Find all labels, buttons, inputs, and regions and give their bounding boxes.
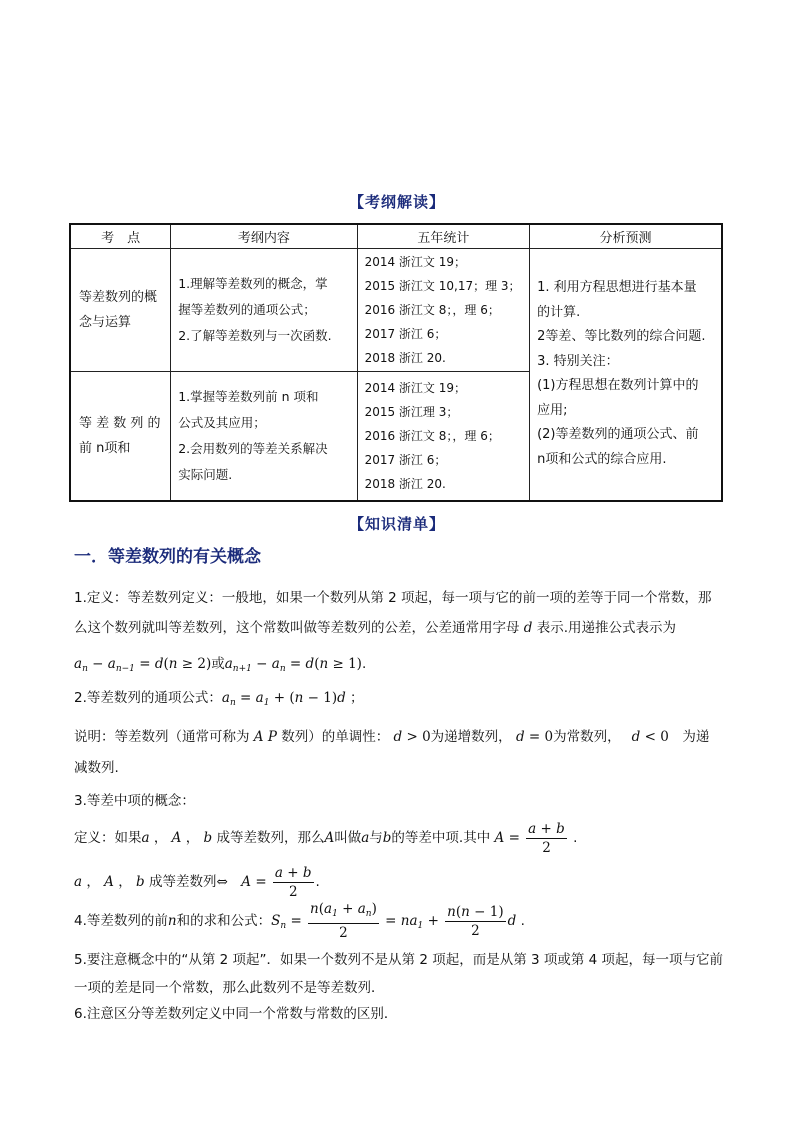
- monotonicity-text-2: 数列）的单调性：: [281, 729, 390, 745]
- stat-line: 2018 浙江 20.: [364, 351, 446, 365]
- monotonicity-line-1: 说明：等差数列（通常可称为 A P 数列）的单调性： d > 0为递增数列， d = 0为常数列， d < 0 为递: [74, 729, 710, 745]
- stat-line: 2014 浙江文 19；: [364, 380, 467, 395]
- mean-def-text-2: 成等差数列，那么: [216, 830, 325, 846]
- general-term-formula: 2.等差数列的通项公式：$a_n = a_1 + (n - 1)d$ ；: [74, 690, 364, 708]
- header-prediction: 分析预测: [530, 224, 722, 249]
- stat-line: 2017 浙江 6；: [364, 327, 447, 341]
- note-line-1: 5.要注意概念中的“从第 2 项起”．如果一个数列不是从第 2 项起，而是从第 3 项或第 4 项起，每一项与它前: [74, 952, 724, 968]
- note-line-2: 一项的差是同一个常数，那么此数列不是等差数列．: [74, 980, 385, 996]
- content-line: 握等差数列的通项公式；: [178, 302, 316, 317]
- topic-cell: 等差数列的概念与运算: [70, 249, 171, 372]
- content-line: 1.掌握等差数列前 n 项和: [178, 388, 319, 404]
- stat-line: 2015 浙江理 3；: [364, 404, 459, 419]
- mean-def-text-3: 叫做: [334, 830, 362, 846]
- knowledge-title: 【知识清单】: [348, 515, 445, 533]
- prediction-line: (1)方程思想在数列计算中的: [537, 378, 699, 394]
- content-line: 1.理解等差数列的概念，掌: [178, 276, 328, 291]
- stat-line: 2016 浙江文 8；，理 6；: [364, 303, 500, 317]
- sum-fraction-2: $\frac{n(n - 1)}{2}$: [447, 903, 504, 939]
- content-cell: [171, 372, 357, 501]
- equivalence-text: 成等差数列: [148, 874, 217, 890]
- header-content: 考纲内容: [171, 224, 357, 249]
- increasing-text: 为递增数列，: [430, 729, 512, 745]
- content-line: 实际问题.: [178, 466, 233, 482]
- prediction-line: 3. 特别关注：: [537, 353, 619, 369]
- content-line: 公式及其应用；: [178, 414, 266, 430]
- sum-formula: 4.等差数列的前n和的求和公式：$S_n$ = $\frac{n(a_1 + a_n)}{2}$ = $na_1$ + $\frac{n(n - 1)}{2}$ d .: [74, 901, 525, 941]
- topic-cell: 等 差 数 列 的前 n项和: [70, 372, 171, 501]
- monotonicity-line-2: 减数列.: [74, 760, 119, 776]
- prediction-cell: [530, 249, 722, 501]
- mean-def-text: 定义：如果: [74, 830, 142, 846]
- equivalence-fraction: $\frac{a + b}{2}$: [274, 864, 312, 900]
- mean-fraction: $\frac{a + b}{2}$: [528, 820, 565, 856]
- prediction-line: n项和公式的综合应用.: [537, 451, 667, 467]
- table-row: [70, 249, 722, 372]
- decreasing-text: 为递: [682, 729, 710, 745]
- recurrence-formula: $a_n - a_{n-1} = d(n \ge 2)$或$a_{n+1} - a_n = d(n \ge 1)$.: [74, 656, 367, 674]
- arithmetic-mean-equivalence: a ， A ， b 成等差数列⇔ A = $\frac{a + b}{2}$ .: [74, 864, 320, 900]
- arithmetic-mean-definition: 定义：如果a ， A ， b 成等差数列，那么A叫做a与b的等差中项.其中 A = $\frac{a + b}{2}$ .: [74, 820, 578, 856]
- content-line: 2.了解等差数列与一次函数.: [178, 328, 332, 343]
- constant-text: 为常数列，: [553, 729, 614, 745]
- content-cell: [171, 249, 357, 372]
- prediction-line: 的计算.: [537, 304, 581, 320]
- stat-line: 2014 浙江文 19；: [364, 255, 467, 269]
- or-word: 或: [211, 656, 225, 672]
- sum-fraction-1: $\frac{n(a_1 + a_n)}{2}$: [310, 901, 377, 941]
- mean-def-text-4: 与: [369, 830, 383, 846]
- sum-text: 4.等差数列的前: [74, 913, 168, 929]
- syllabus-table: [69, 223, 723, 502]
- prediction-line: 1. 利用方程思想进行基本量: [537, 280, 697, 296]
- prediction-line: 应用;: [537, 402, 568, 418]
- content-line: 2.会用数列的等差关系解决: [178, 440, 328, 456]
- general-term-label: 2.等差数列的通项公式：: [74, 690, 222, 706]
- stat-line: 2017 浙江 6；: [364, 452, 447, 467]
- stat-line: 2016 浙江文 8；，理 6；: [364, 428, 500, 443]
- stats-cell: [357, 372, 530, 501]
- stats-cell: [357, 249, 530, 372]
- syllabus-title: 【考纲解读】: [348, 193, 445, 211]
- note-line-3: 6.注意区分等差数列定义中同一个常数与常数的区别．: [74, 1006, 398, 1022]
- stat-line: 2018 浙江 20.: [364, 476, 446, 491]
- table-header-row: [70, 224, 722, 249]
- header-stats: 五年统计: [357, 224, 530, 249]
- arithmetic-mean-heading: 3.等差中项的概念：: [74, 793, 195, 809]
- definition-line-2: 么这个数列就叫等差数列，这个常数叫做等差数列的公差，公差通常用字母 d 表示.用递推公式表示为: [74, 620, 677, 636]
- definition-line-1: 1.定义：等差数列定义：一般地，如果一个数列从第 2 项起，每一项与它的前一项的差等于同一个常数，那: [74, 590, 712, 606]
- header-topic: 考 点: [70, 224, 171, 249]
- stat-line: 2015 浙江文 10,17；理 3；: [364, 279, 521, 293]
- definition-text: 么这个数列就叫等差数列，这个常数叫做等差数列的公差，公差通常用字母: [74, 620, 520, 636]
- monotonicity-text: 说明：等差数列（通常可称为: [74, 729, 250, 745]
- sum-text-2: 和的求和公式：: [176, 913, 272, 929]
- mean-def-text-5: 的等差中项.其中: [391, 830, 491, 846]
- section-heading: 一．等差数列的有关概念: [74, 547, 261, 567]
- definition-text-2: 表示.用递推公式表示为: [536, 620, 677, 636]
- prediction-line: (2)等差数列的通项公式、前: [537, 427, 699, 443]
- prediction-line: 2等差、等比数列的综合问题.: [537, 329, 706, 345]
